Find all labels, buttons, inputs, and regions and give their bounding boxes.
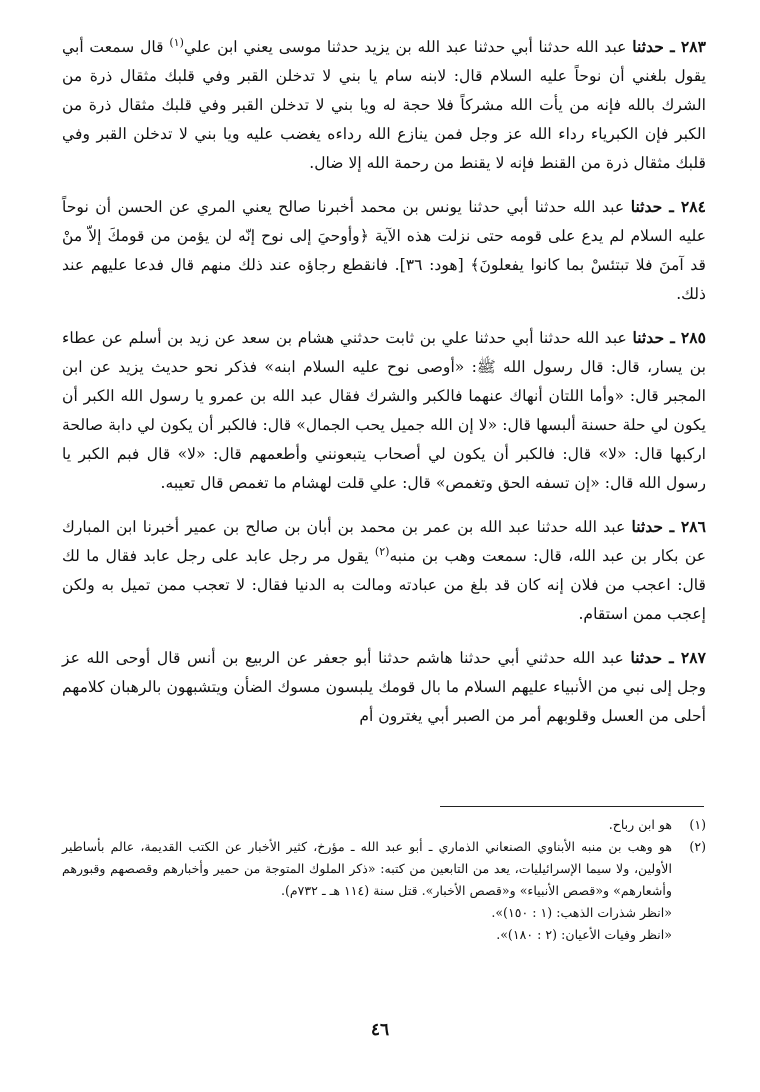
footnotes bbox=[62, 814, 706, 946]
footnote-ref-1[interactable]: (١) bbox=[169, 35, 184, 49]
footnote-number: (١) bbox=[689, 817, 706, 832]
hadith-text-cont: قال سمعت أبي يقول بلغني أن نوحاً عليه السلام قال: لابنه سام يا بني لا تدخلن القبر وفي قلبك مثقال ذرة من الشرك بالله فإنه من يأت الله مشركاً فلا حجة له ويا بني لا تدخلن القبر وفي قلبك مثقال ذرة من الكبر فإن الكبرياء رداء الله عز وجل فمن ينازع الله رداءه يغضب عليه ويا بني لا تدخلن القبر وفي قلبك مثقال ذرة من القنط فإنه لا يقنط من رحمة الله إلا ضال. bbox=[62, 38, 706, 172]
hadith-text-cont: يقول مر رجل عابد على رجل عابد فقال ما لك قال: اعجب من فلان إنه كان قد بلغ من عبادته ومالت به الدنيا فقال: لا تعجب ممن تميل به ولكن إعجب ممن استقام. bbox=[62, 547, 706, 623]
hadith-285 bbox=[62, 323, 706, 498]
hadith-287 bbox=[62, 643, 706, 731]
hadith-number: ٢٨٦ bbox=[680, 517, 706, 536]
hadith-dash: ـ bbox=[664, 328, 681, 347]
hadith-text: عبد الله حدثنا أبي حدثنا يونس بن محمد أخبرنا صالح يعني المري عن الحسن أن نوحاً عليه السلام لم يدع على قومه حتى نزلت هذه الآية ﴿وأوحيَ إلى نوح إنّه لن يؤمن من قومكَ إلاّ منْ قد آمنَ فلا تبتئسْ بما كانوا يفعلونَ﴾ [هود: ٣٦]. فانقطع رجاؤه عند ذلك منهم قال فدعا عليهم عند ذلك. bbox=[62, 198, 706, 303]
footnote-separator bbox=[440, 806, 704, 807]
footnote-source-1: «انظر شذرات الذهب: (١ : ١٥٠)». bbox=[491, 905, 672, 920]
hadith-number: ٢٨٣ bbox=[680, 37, 706, 56]
hadith-keyword: حدثنا bbox=[630, 197, 663, 216]
main-text bbox=[62, 32, 706, 745]
hadith-dash: ـ bbox=[662, 197, 681, 216]
hadith-keyword: حدثنا bbox=[632, 37, 664, 56]
hadith-text: عبد الله حدثنا أبي حدثنا علي بن ثابت حدثني هشام بن سعد عن زيد بن أسلم عن عطاء بن يسار، قال: قال رسول الله ﷺ: «أوصى نوح عليه السلام ابنه» فذكر نحو حديث يزيد عن ابن المجبر قال: «وأما اللتان أنهاك عنهما فالكبر والشرك فقال عبد الله بن عمرو يا رسول الله الكبر أن يكون لي حلة حسنة ألبسها قال: «لا إن الله جميل يحب الجمال» قال: فالكبر أن يكون لي دابة صالحة اركبها قال: «لا» قال: فالكبر أن يكون لي أصحاب يتبعونني وأطعمهم قال: «لا» قال فبم الكبر يا رسول الله قال: «إن تسفه الحق وتغمص» قال: علي قلت لهشام ما تغمص قال تعيبه. bbox=[62, 329, 706, 492]
hadith-dash: ـ bbox=[663, 517, 681, 536]
page-number: ٤٦ bbox=[370, 1020, 390, 1040]
hadith-286 bbox=[62, 512, 706, 629]
hadith-284 bbox=[62, 192, 706, 309]
hadith-number: ٢٨٤ bbox=[680, 197, 706, 216]
footnote-number: (٢) bbox=[689, 839, 706, 854]
hadith-text: عبد الله حدثنا عبد الله بن عمر بن محمد بن أبان بن صالح بن عمير أخبرنا ابن المبارك عن بكار بن عبد الله، قال: سمعت وهب بن منبه bbox=[62, 518, 706, 565]
footnote-ref-2[interactable]: (٢) bbox=[374, 544, 390, 558]
hadith-number: ٢٨٥ bbox=[680, 328, 706, 347]
hadith-text: عبد الله حدثنا أبي حدثنا عبد الله بن يزيد حدثنا موسى يعني ابن علي bbox=[183, 38, 633, 56]
footnote-text: هو وهب بن منبه الأبناوي الصنعاني الذماري ـ أبو عبد الله ـ مؤرخ، كثير الأخبار عن الكتب القديمة، عالم بأساطير الأولين، ولا سيما الإسرائيليات، يعد من التابعين من كتبه: «ذكر الملوك المتوجة من حمير وأخبارهم وقصصهم وقبورهم وأشعارهم» و«قصص الأنبياء» و«قصص الأخبار». قتل سنة (١١٤ هـ ـ ٧٣٢م). bbox=[62, 839, 672, 898]
hadith-dash: ـ bbox=[663, 37, 681, 56]
footnote-1 bbox=[62, 814, 706, 836]
hadith-keyword: حدثنا bbox=[630, 648, 663, 667]
hadith-keyword: حدثنا bbox=[631, 517, 664, 536]
hadith-dash: ـ bbox=[662, 648, 681, 667]
footnote-2 bbox=[62, 836, 706, 902]
footnote-source-2: «انظر وفيات الأعيان: (٢ : ١٨٠)». bbox=[496, 927, 672, 942]
hadith-number: ٢٨٧ bbox=[680, 648, 706, 667]
hadith-283 bbox=[62, 32, 706, 178]
hadith-keyword: حدثنا bbox=[632, 328, 665, 347]
footnote-text: هو ابن رباح. bbox=[608, 817, 672, 832]
hadith-text: عبد الله حدثني أبي حدثنا هاشم حدثنا أبو جعفر عن الربيع بن أنس قال أوحى الله عز وجل إلى نبي من الأنبياء عليهم السلام ما بال قومك يلبسون مسوك الضأن ويتشبهون بالرهبان كلامهم أحلى من العسل وقلوبهم أمر من الصبر أبي يغترون أم bbox=[62, 649, 706, 725]
